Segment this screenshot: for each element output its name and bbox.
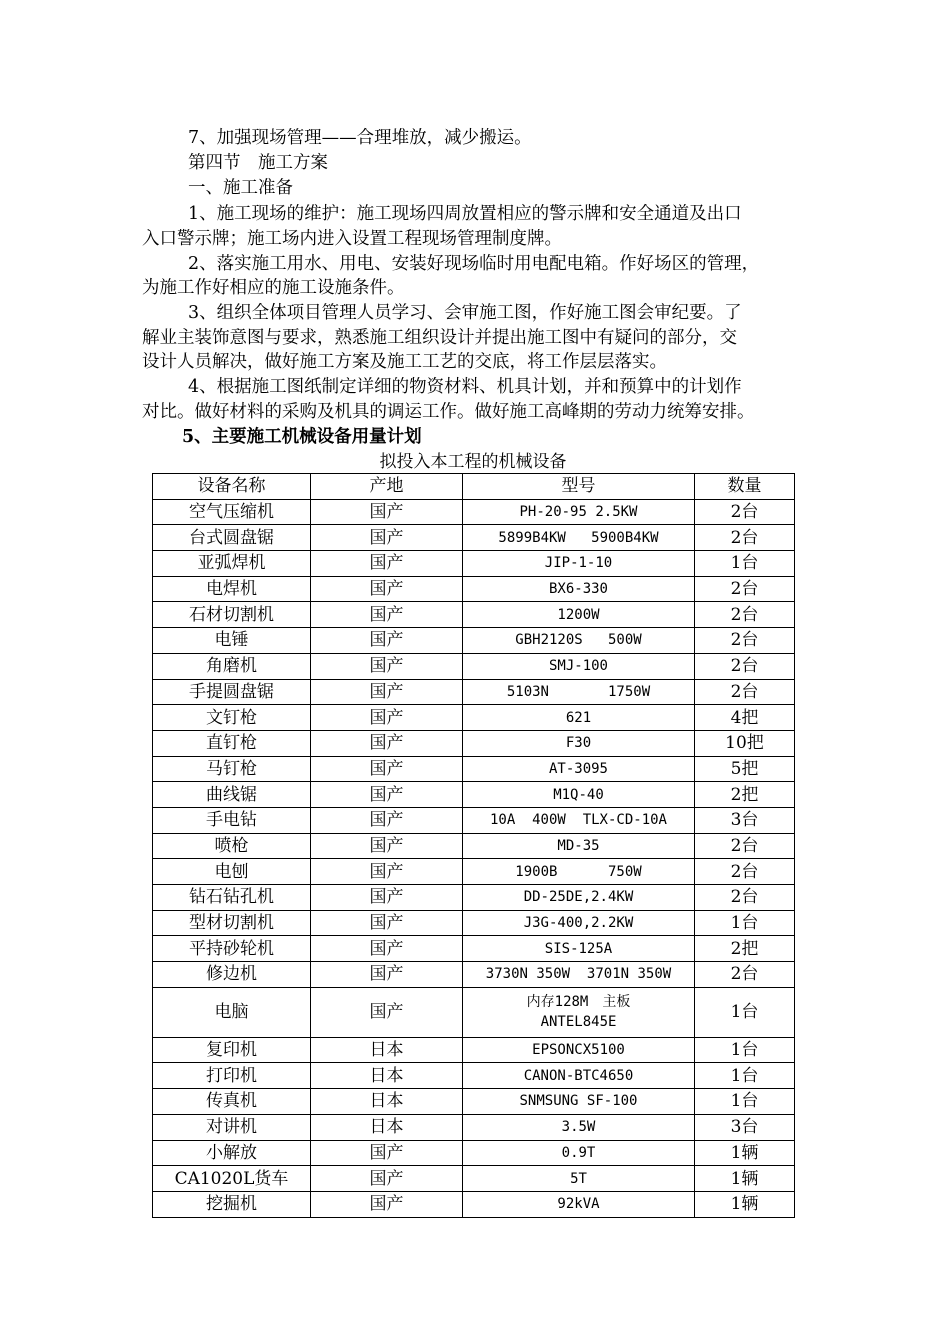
cell-equipment-name: 电脑 [153,987,311,1037]
cell-equipment-name: 曲线锯 [153,782,311,808]
cell-origin: 国产 [311,756,463,782]
cell-origin: 国产 [311,705,463,731]
table-row [153,833,795,859]
cell-quantity: 2把 [695,936,795,962]
paragraph-4-line-2: 对比。做好材料的采购及机具的调运工作。做好施工高峰期的劳动力统筹安排。 [142,402,755,422]
cell-equipment-name: 空气压缩机 [153,499,311,525]
cell-equipment-name: 型材切割机 [153,910,311,936]
cell-origin: 国产 [311,962,463,988]
section-heading: 第四节 施工方案 [188,153,328,173]
table-row [153,756,795,782]
cell-origin: 国产 [311,653,463,679]
table-row [153,936,795,962]
cell-model: 10A 400W TLX-CD-10A [463,807,695,833]
table-caption: 拟投入本工程的机械设备 [379,452,567,472]
table-row [153,962,795,988]
table-row [153,1063,795,1089]
cell-equipment-name: 电刨 [153,859,311,885]
table-row [153,1166,795,1192]
equipment-plan-heading: 5、主要施工机械设备用量计划 [182,427,422,447]
cell-quantity: 2台 [695,885,795,911]
table-row [153,679,795,705]
table-row [153,1191,795,1217]
paragraph-3-line-1: 3、组织全体项目管理人员学习、会审施工图，作好施工图会审纪要。了 [188,303,742,323]
cell-equipment-name: 电焊机 [153,576,311,602]
cell-origin: 日本 [311,1114,463,1140]
cell-model: 621 [463,705,695,731]
cell-model: 5899B4KW 5900B4KW [463,525,695,551]
cell-origin: 国产 [311,1191,463,1217]
table-row [153,730,795,756]
table-row [153,653,795,679]
cell-origin: 日本 [311,1063,463,1089]
cell-model: JIP-1-10 [463,551,695,577]
cell-origin: 国产 [311,679,463,705]
cell-origin: 国产 [311,1140,463,1166]
cell-quantity: 2把 [695,782,795,808]
cell-quantity: 1台 [695,910,795,936]
cell-quantity: 2台 [695,679,795,705]
table-body [153,499,795,1217]
paragraph-2-line-1: 2、落实施工用水、用电、安装好现场临时用电配电箱。作好场区的管理， [188,254,760,274]
cell-quantity: 2台 [695,525,795,551]
cell-quantity: 4把 [695,705,795,731]
cell-origin: 国产 [311,987,463,1037]
cell-equipment-name: 传真机 [153,1089,311,1115]
cell-origin: 国产 [311,910,463,936]
cell-model: 92kVA [463,1191,695,1217]
cell-origin: 国产 [311,602,463,628]
cell-equipment-name: 平持砂轮机 [153,936,311,962]
cell-model: 3.5W [463,1114,695,1140]
paragraph-1-line-2: 入口警示牌；施工场内进入设置工程现场管理制度牌。 [142,229,562,249]
cell-quantity: 5把 [695,756,795,782]
cell-equipment-name: 复印机 [153,1037,311,1063]
cell-equipment-name: 文钉枪 [153,705,311,731]
cell-origin: 日本 [311,1037,463,1063]
cell-origin: 国产 [311,499,463,525]
cell-quantity: 3台 [695,807,795,833]
cell-quantity: 1台 [695,1037,795,1063]
cell-model: GBH2120S 500W [463,628,695,654]
cell-quantity: 10把 [695,730,795,756]
table-row [153,910,795,936]
table-row [153,705,795,731]
cell-equipment-name: 钻石钻孔机 [153,885,311,911]
cell-quantity: 1台 [695,551,795,577]
cell-model: AT-3095 [463,756,695,782]
cell-quantity: 2台 [695,859,795,885]
cell-origin: 国产 [311,551,463,577]
table-row [153,1089,795,1115]
cell-equipment-name: 直钉枪 [153,730,311,756]
cell-origin: 国产 [311,885,463,911]
cell-equipment-name: 打印机 [153,1063,311,1089]
paragraph-1-line-1: 1、施工现场的维护：施工现场四周放置相应的警示牌和安全通道及出口 [188,204,742,224]
table-row [153,576,795,602]
equipment-table [152,473,795,1218]
header-origin: 产地 [311,474,463,500]
cell-model: DD-25DE,2.4KW [463,885,695,911]
cell-quantity: 2台 [695,499,795,525]
cell-equipment-name: 石材切割机 [153,602,311,628]
cell-quantity: 3台 [695,1114,795,1140]
table-row [153,782,795,808]
cell-quantity: 1辆 [695,1140,795,1166]
cell-quantity: 1台 [695,1063,795,1089]
cell-equipment-name: 手电钻 [153,807,311,833]
cell-quantity: 1辆 [695,1191,795,1217]
cell-equipment-name: 修边机 [153,962,311,988]
table-row [153,628,795,654]
subsection-heading: 一、施工准备 [188,178,293,198]
cell-quantity: 2台 [695,602,795,628]
table-row [153,807,795,833]
cell-equipment-name: 小解放 [153,1140,311,1166]
cell-model: J3G-400,2.2KW [463,910,695,936]
cell-quantity: 2台 [695,576,795,602]
cell-equipment-name: CA1020L货车 [153,1166,311,1192]
cell-model: SMJ-100 [463,653,695,679]
cell-origin: 国产 [311,859,463,885]
paragraph-management: 7、加强现场管理——合理堆放，减少搬运。 [188,128,532,148]
cell-model: SIS-125A [463,936,695,962]
cell-model: PH-20-95 2.5KW [463,499,695,525]
cell-model: 1200W [463,602,695,628]
cell-model: 0.9T [463,1140,695,1166]
table-row [153,499,795,525]
table-row [153,885,795,911]
table-row [153,859,795,885]
cell-model: 5103N 1750W [463,679,695,705]
cell-quantity: 1台 [695,1089,795,1115]
cell-quantity: 1台 [695,987,795,1037]
cell-quantity: 1辆 [695,1166,795,1192]
cell-equipment-name: 亚弧焊机 [153,551,311,577]
cell-model: 3730N 350W 3701N 350W [463,962,695,988]
table-row [153,1037,795,1063]
cell-model: 内存128M 主板 ANTEL845E [463,987,695,1037]
paragraph-2-line-2: 为施工作好相应的施工设施条件。 [142,278,405,298]
cell-model: EPSONCX5100 [463,1037,695,1063]
cell-origin: 国产 [311,628,463,654]
table-row [153,551,795,577]
cell-model: F30 [463,730,695,756]
cell-origin: 国产 [311,833,463,859]
cell-model: SNMSUNG SF-100 [463,1089,695,1115]
table-row [153,525,795,551]
table-row [153,987,795,1037]
cell-model: 5T [463,1166,695,1192]
cell-model: CANON-BTC4650 [463,1063,695,1089]
header-model: 型号 [463,474,695,500]
cell-quantity: 2台 [695,962,795,988]
cell-model: 1900B 750W [463,859,695,885]
cell-equipment-name: 挖掘机 [153,1191,311,1217]
cell-quantity: 2台 [695,653,795,679]
paragraph-3-line-2: 解业主装饰意图与要求，熟悉施工组织设计并提出施工图中有疑问的部分，交 [142,328,737,348]
table-header-row [153,474,795,500]
cell-origin: 国产 [311,936,463,962]
cell-model: BX6-330 [463,576,695,602]
table-row [153,602,795,628]
cell-equipment-name: 手提圆盘锯 [153,679,311,705]
cell-origin: 国产 [311,807,463,833]
cell-origin: 国产 [311,730,463,756]
cell-equipment-name: 喷枪 [153,833,311,859]
cell-model: M1Q-40 [463,782,695,808]
table-row [153,1114,795,1140]
header-quantity: 数量 [695,474,795,500]
paragraph-4-line-1: 4、根据施工图纸制定详细的物资材料、机具计划，并和预算中的计划作 [188,377,742,397]
cell-origin: 国产 [311,1166,463,1192]
cell-equipment-name: 台式圆盘锯 [153,525,311,551]
table-row [153,1140,795,1166]
cell-origin: 国产 [311,576,463,602]
header-equipment-name: 设备名称 [153,474,311,500]
cell-equipment-name: 电锤 [153,628,311,654]
cell-quantity: 2台 [695,628,795,654]
cell-origin: 国产 [311,525,463,551]
cell-equipment-name: 马钉枪 [153,756,311,782]
cell-origin: 国产 [311,782,463,808]
cell-quantity: 2台 [695,833,795,859]
paragraph-3-line-3: 设计人员解决，做好施工方案及施工工艺的交底，将工作层层落实。 [142,352,667,372]
cell-equipment-name: 对讲机 [153,1114,311,1140]
cell-equipment-name: 角磨机 [153,653,311,679]
cell-model: MD-35 [463,833,695,859]
cell-origin: 日本 [311,1089,463,1115]
